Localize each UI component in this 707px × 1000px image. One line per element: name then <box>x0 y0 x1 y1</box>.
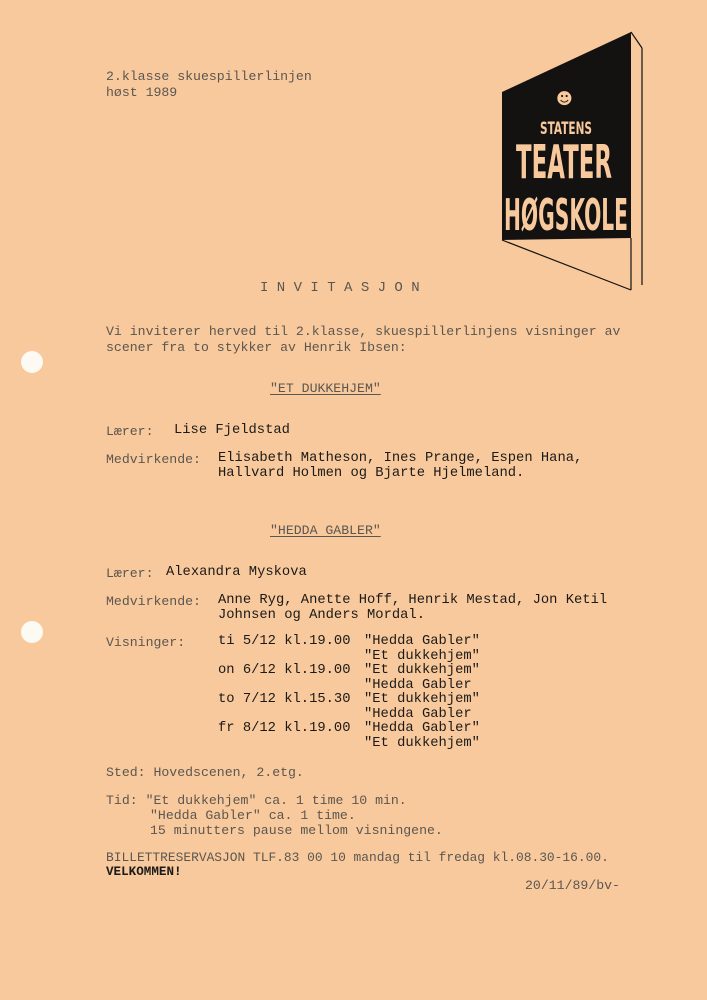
document-title: I N V I T A S J O N <box>260 280 420 296</box>
punch-hole-top <box>21 351 43 373</box>
schedule-play: "Hedda Gabler <box>364 678 472 693</box>
cast-line-2: Johnsen og Anders Mordal. <box>218 608 425 623</box>
timing-line-2: "Hedda Gabler" ca. 1 time. <box>150 808 356 823</box>
teacher-label: Lærer: <box>106 424 154 439</box>
punch-hole-bottom <box>21 621 43 643</box>
header-term: høst 1989 <box>106 85 178 100</box>
timing-line-1: Tid: "Et dukkehjem" ca. 1 time 10 min. <box>106 793 407 808</box>
logo-masks-icon: ☻ <box>556 89 573 108</box>
schedule-date: fr 8/12 kl.19.00 <box>218 721 351 736</box>
welcome-text: VELKOMMEN! <box>106 865 182 879</box>
cast-line-2: Hallvard Holmen og Bjarte Hjelmeland. <box>218 466 525 481</box>
reservation-info: BILLETTRESERVASJON TLF.83 00 10 mandag til fredag kl.08.30-16.00. <box>106 850 609 865</box>
intro-line-1: Vi inviterer herved til 2.klasse, skuespillerlinjens visninger av <box>106 324 621 339</box>
play-title: "ET DUKKEHJEM" <box>270 381 381 396</box>
cast-line-1: Elisabeth Matheson, Ines Prange, Espen Hana, <box>218 451 583 466</box>
teacher-name: Lise Fjeldstad <box>174 423 290 438</box>
logo-word-statens: STATENS <box>540 119 592 139</box>
schedule-date: ti 5/12 kl.19.00 <box>218 634 351 649</box>
cast-label: Medvirkende: <box>106 452 201 467</box>
cast-label: Medvirkende: <box>106 594 201 609</box>
venue: Sted: Hovedscenen, 2.etg. <box>106 765 304 780</box>
schedule-play: "Et dukkehjem" <box>364 692 480 707</box>
document-reference: 20/11/89/bv- <box>525 878 620 893</box>
schedule-label: Visninger: <box>106 635 186 650</box>
schedule-play: "Et dukkehjem" <box>364 663 480 678</box>
school-logo <box>494 30 644 292</box>
timing-line-3: 15 minutters pause mellom visningene. <box>150 823 443 838</box>
schedule-play: "Et dukkehjem" <box>364 736 480 751</box>
schedule-date: on 6/12 kl.19.00 <box>218 663 351 678</box>
teacher-label: Lærer: <box>106 566 154 581</box>
header-class: 2.klasse skuespillerlinjen <box>106 69 312 84</box>
schedule-date: to 7/12 kl.15.30 <box>218 692 351 707</box>
schedule-play: "Et dukkehjem" <box>364 649 480 664</box>
play-title: "HEDDA GABLER" <box>270 523 381 538</box>
schedule-play: "Hedda Gabler" <box>364 721 480 736</box>
intro-line-2: scener fra to stykker av Henrik Ibsen: <box>106 340 407 355</box>
schedule-play: "Hedda Gabler" <box>364 634 480 649</box>
logo-word-hogskole: HØGSKOLE <box>504 190 628 241</box>
teacher-name: Alexandra Myskova <box>166 565 307 580</box>
logo-word-teater: TEATER <box>516 135 612 189</box>
cast-line-1: Anne Ryg, Anette Hoff, Henrik Mestad, Jon Ketil <box>218 593 608 608</box>
schedule-play: "Hedda Gabler <box>364 707 472 722</box>
